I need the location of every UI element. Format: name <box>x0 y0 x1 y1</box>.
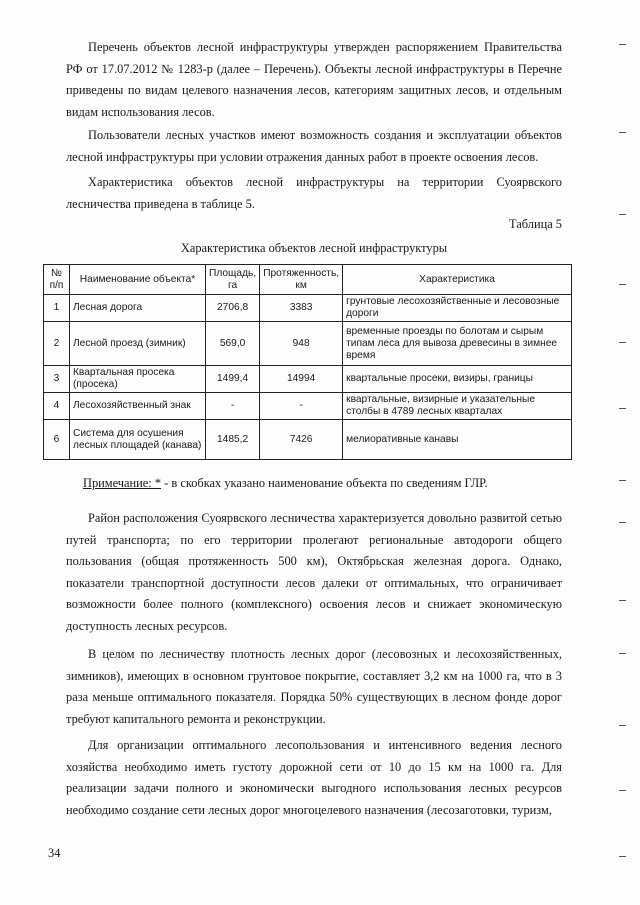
paragraph-road-density: В целом по лесничеству плотность лесных дорог (лесовозных и лесохозяйственных, зимников), имеющих в основном грунтовое покрытие, составляет 3,2 км на 1000 га, что в 3 раза меньше оптимального показателя. Порядка 50% существующих в лесном фонде дорог требуют капитального ремонта и реконструкции. <box>66 647 562 726</box>
table-header-row <box>44 265 572 295</box>
header-name: Наименование объекта* <box>70 265 206 295</box>
cell-name: Лесохозяйственный знак <box>70 393 206 420</box>
cell-num: 4 <box>44 393 70 420</box>
table-label: Таблица 5 <box>509 217 562 231</box>
cell-length: 7426 <box>260 420 343 460</box>
page-number: 34 <box>48 846 61 860</box>
cell-length: 948 <box>260 322 343 366</box>
cell-length: 14994 <box>260 366 343 393</box>
infrastructure-table <box>43 264 572 460</box>
header-length: Протяженность, км <box>260 265 343 295</box>
cell-area: 569,0 <box>206 322 260 366</box>
paragraph-road-network: Для организации оптимального лесопользования и интенсивного ведения лесного хозяйства необходимо иметь густоту дорожной сети от 10 до 15 км на 1000 га. Для реализации задачи полного и экономически выгодного использования лесных ресурсов необходимо создание сети лесных дорог многоцелевого назначения (лесозаготовки, туризм, <box>66 738 562 817</box>
cell-num: 6 <box>44 420 70 460</box>
table-row <box>44 393 572 420</box>
cell-desc: мелиоративные канавы <box>343 420 572 460</box>
cell-num: 1 <box>44 295 70 322</box>
cell-area: 2706,8 <box>206 295 260 322</box>
cell-name: Квартальная просека (просека) <box>70 366 206 393</box>
paragraph-infrastructure-list: Перечень объектов лесной инфраструктуры утвержден распоряжением Правительства РФ от 17.07.2012 № 1283-р (далее – Перечень). Объекты лесной инфраструктуры в Перечне приведены по видам целевого назначения лесов, категориям защитных лесов, и отдельным видам использования лесов. <box>66 40 562 119</box>
table-note <box>83 476 488 491</box>
cell-area: - <box>206 393 260 420</box>
cell-area: 1485,2 <box>206 420 260 460</box>
cell-desc: квартальные, визирные и указательные столбы в 4789 лесных кварталах <box>343 393 572 420</box>
note-text: - в скобках указано наименование объекта по сведениям ГЛР. <box>161 476 488 490</box>
table-row <box>44 366 572 393</box>
table-row <box>44 322 572 366</box>
cell-length: 3383 <box>260 295 343 322</box>
cell-name: Лесная дорога <box>70 295 206 322</box>
header-num: № п/п <box>44 265 70 295</box>
header-desc: Характеристика <box>343 265 572 295</box>
cell-num: 3 <box>44 366 70 393</box>
header-area: Площадь, га <box>206 265 260 295</box>
cell-length: - <box>260 393 343 420</box>
cell-desc: временные проезды по болотам и сырым типам леса для вывоза древесины в зимнее время <box>343 322 572 366</box>
cell-desc: грунтовые лесохозяйственные и лесовозные дороги <box>343 295 572 322</box>
table-title: Характеристика объектов лесной инфраструктуры <box>180 241 448 255</box>
paragraph-users: Пользователи лесных участков имеют возможность создания и эксплуатации объектов лесной инфраструктуры при условии отражения данных работ в проекте освоения лесов. <box>66 128 562 164</box>
cell-area: 1499,4 <box>206 366 260 393</box>
cell-desc: квартальные просеки, визиры, границы <box>343 366 572 393</box>
cell-num: 2 <box>44 322 70 366</box>
paragraph-table-intro: Характеристика объектов лесной инфраструктуры на территории Суоярвского лесничества приведена в таблице 5. <box>66 175 562 211</box>
cell-name: Система для осушения лесных площадей (канава) <box>70 420 206 460</box>
cell-name: Лесной проезд (зимник) <box>70 322 206 366</box>
table-row <box>44 420 572 460</box>
paragraph-transport: Район расположения Суоярвского лесничества характеризуется довольно развитой сетью путей транспорта; по его территории пролегают региональные автодороги общего пользования (общая протяженность 500 км), Октябрьская железная дорога. Однако, показатели транспортной доступности лесов далеки от оптимальных, что ограничивает возможности более полного (комплексного) освоения лесов и снижает экономическую доступность лесных ресурсов. <box>66 511 562 633</box>
table-row <box>44 295 572 322</box>
note-label: Примечание: * <box>83 476 162 490</box>
